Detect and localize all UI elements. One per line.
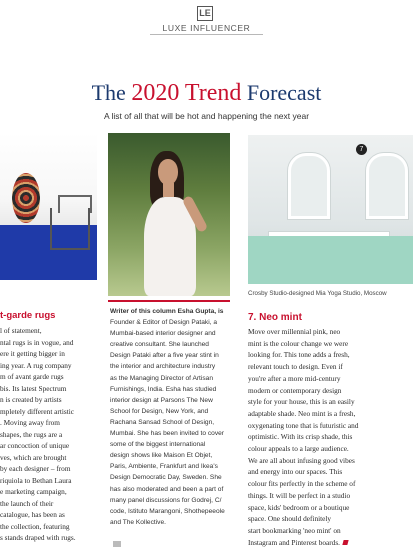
text-line: start bookmarking 'neo mint' on	[248, 525, 341, 535]
photo-arched-door	[366, 153, 408, 219]
section-heading-rugs: t-garde rugs	[0, 310, 56, 321]
photo-arched-door	[288, 153, 330, 219]
text-line: you're after a more mid-century	[248, 373, 341, 383]
text-line: ves, which are brought	[0, 452, 67, 462]
text-line: relevant touch to design. Even if	[248, 362, 343, 372]
text-line: optimistic. With its crisp shade, this	[248, 432, 353, 442]
text-line: l of statement,	[0, 326, 42, 335]
text-line: shapes, the rugs are a	[0, 429, 63, 439]
text-line-content: Instagram and Pinterest boards.	[248, 537, 340, 547]
title-part-forecast: Forecast	[241, 80, 322, 105]
end-of-article-icon	[342, 540, 348, 545]
text-line: oxygenating tone that is futuristic and	[248, 420, 359, 430]
bio-line: has also moderated and been a part of	[110, 485, 224, 493]
text-line: riquiola to Bethan Laura	[0, 475, 72, 485]
item-number-badge: 7	[356, 144, 367, 155]
bio-line: Rachana Sansad School of Design,	[110, 418, 215, 426]
text-line: ntal rugs is in vogue, and	[0, 337, 74, 347]
text-line: and energy into our spaces. This	[248, 467, 343, 477]
text-line: mpletely different artistic	[0, 406, 75, 416]
bio-line: design shows like Maison Et Objet,	[110, 452, 213, 460]
text-line: bis. Its latest Spectrum	[0, 383, 67, 393]
text-line: space, kids' bedroom or a boutique	[248, 502, 350, 512]
text-line: space. One should definitely	[248, 514, 332, 524]
photo-rug	[12, 173, 40, 223]
photo-caption: Crosby Studio-designed Mia Yoga Studio, Moscow	[248, 290, 387, 297]
bio-line: code, Istituto Marangoni, Shothepeeole	[110, 507, 225, 515]
bio-divider	[108, 300, 230, 302]
text-line: ing year. A rug company	[0, 360, 72, 370]
text-line: looking for. This tone adds a fresh,	[248, 350, 350, 360]
photo-mint-floor	[248, 236, 413, 284]
bio-line: Writer of this column Esha Gupta, is	[110, 308, 224, 315]
bio-line: as the Managing Director of Artisan	[110, 374, 213, 382]
title-part-the: The	[91, 80, 132, 105]
bio-line: Design Democratic Day, Sweden. She	[110, 474, 222, 482]
text-line: style for your house, this is an easily	[248, 397, 355, 407]
bio-line: Founder & Editor of Design Pataki, a	[110, 319, 218, 327]
section-heading-neo-mint: 7. Neo mint	[248, 312, 302, 323]
bio-line: Design Pataki after a five year stint in	[110, 352, 219, 360]
page-number-mark	[113, 541, 121, 547]
bio-line: interior design at Parsons The New	[110, 396, 213, 404]
bio-line: Mumbai. She has been invited to cover	[110, 430, 224, 438]
text-line: modern or contemporary design	[248, 385, 342, 395]
bio-line: Mumbai-based interior designer and	[110, 330, 216, 338]
bio-line: Paris, Ambiente, Frankfurt and Ikea's	[110, 463, 218, 471]
text-line: mint is the colour change we were	[248, 338, 349, 348]
bio-line: School for Design, New York, and	[110, 407, 209, 415]
text-line: m of avant garde rugs	[0, 372, 64, 381]
text-line: colour appeals to a large audience.	[248, 444, 349, 454]
text-line: the collection, featuring	[0, 521, 70, 531]
text-line: We are all about infusing good vibes	[248, 455, 355, 465]
avant-garde-rugs-photo	[0, 133, 97, 280]
page-title	[0, 80, 413, 106]
text-line: s stands draped with rugs.	[0, 533, 76, 542]
bio-line: Furnishings, India. Esha has studied	[110, 385, 217, 393]
text-line	[248, 537, 413, 549]
photo-chair	[50, 208, 90, 250]
text-line: ar concoction of unique	[0, 441, 70, 450]
brand-logo: LE	[197, 6, 213, 21]
bio-line: the interior and architecture industry	[110, 363, 216, 371]
portrait-neck	[163, 183, 174, 197]
rugs-article-text	[0, 325, 100, 544]
text-line: Move over millennial pink, neo	[248, 327, 341, 336]
brand-divider	[150, 34, 263, 35]
text-line: catalogue, has been as	[0, 510, 65, 519]
bio-line: many panel discussions for Godrej, C/	[110, 496, 222, 504]
text-line: colour fits perfectly in the scheme of	[248, 479, 356, 489]
neo-mint-article-text	[248, 326, 413, 548]
page-subtitle: A list of all that will be hot and happening the next year	[103, 111, 310, 121]
text-line: e marketing campaign,	[0, 487, 67, 496]
bio-line: creative consultant. She launched	[110, 341, 209, 349]
brand-name: LUXE INFLUENCER	[162, 23, 251, 33]
yoga-studio-photo	[248, 135, 413, 284]
author-portrait-photo	[108, 133, 230, 296]
text-line: things. It will be perfect in a studio	[248, 490, 351, 500]
portrait-face	[158, 159, 178, 185]
bio-line: some of the biggest international	[110, 441, 206, 449]
title-part-year: 2020 Trend	[131, 80, 242, 106]
text-line: adaptable shade. Neo mint is a fresh,	[248, 408, 356, 418]
text-line: . Moving away from	[0, 418, 60, 427]
text-line: by each designer – from	[0, 464, 71, 473]
text-line: n is created by artists	[0, 395, 62, 404]
text-line: ere it getting bigger in	[0, 349, 65, 358]
bio-line: and The Kollective.	[110, 518, 166, 526]
text-line: the launch of their	[0, 498, 54, 508]
author-bio	[110, 306, 232, 528]
